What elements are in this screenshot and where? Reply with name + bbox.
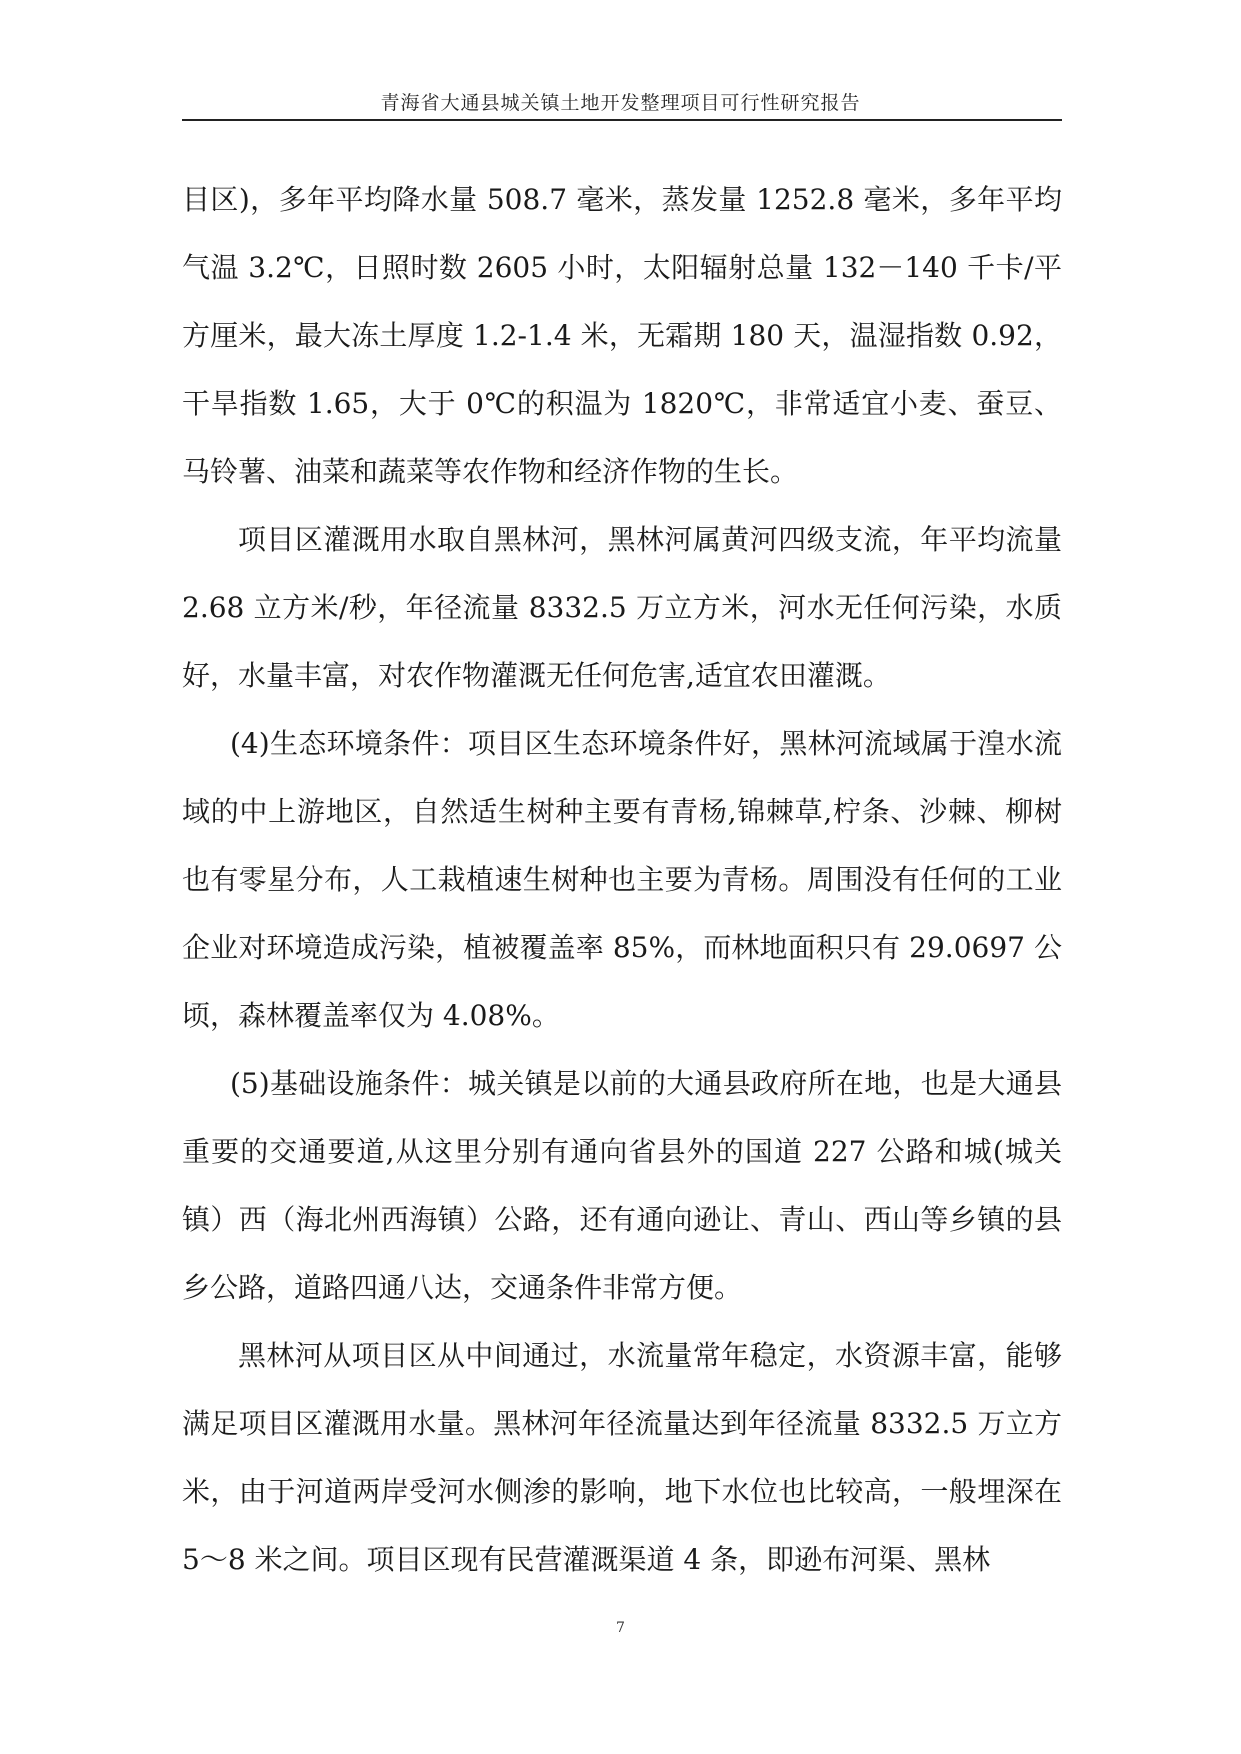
paragraph-climate: 目区)，多年平均降水量 508.7 毫米，蒸发量 1252.8 毫米，多年平均气温 3.2℃，日照时数 2605 小时，太阳辐射总量 132－140 千卡/平方厘米，最大冻土厚度 1.2-1.4 米，无霜期 180 天，温湿指数 0.92，干旱指数 1.65，大于 0℃的积温为 1820℃，非常适宜小麦、蚕豆、马铃薯、油菜和蔬菜等农作物和经济作物的生长。: [182, 183, 1062, 488]
paragraph-irrigation-water: 项目区灌溉用水取自黑林河，黑林河属黄河四级支流，年平均流量 2.68 立方米/秒，年径流量 8332.5 万立方米，河水无任何污染，水质好，水量丰富，对农作物灌溉无任何危害,适宜农田灌溉。: [182, 523, 1062, 692]
paragraph-infrastructure: (5)基础设施条件：城关镇是以前的大通县政府所在地，也是大通县重要的交通要道,从这里分别有通向省县外的国道 227 公路和城(城关镇）西（海北州西海镇）公路，还有通向逊让、青山、西山等乡镇的县乡公路，道路四通八达，交通条件非常方便。: [182, 1067, 1062, 1304]
header-rule: [182, 119, 1062, 121]
body-text: [182, 166, 1062, 1594]
running-header: 青海省大通县城关镇土地开发整理项目可行性研究报告: [380, 92, 861, 114]
paragraph-ecology: (4)生态环境条件：项目区生态环境条件好，黑林河流域属于湟水流域的中上游地区，自然适生树种主要有青杨,锦棘草,柠条、沙棘、柳树也有零星分布，人工栽植速生树种也主要为青杨。周围没有任何的工业企业对环境造成污染，植被覆盖率 85%，而林地面积只有 29.0697 公顷，森林覆盖率仅为 4.08%。: [182, 727, 1062, 1032]
page-number: 7: [616, 1620, 625, 1636]
paragraph-heilin-river: 黑林河从项目区从中间通过，水流量常年稳定，水资源丰富，能够满足项目区灌溉用水量。黑林河年径流量达到年径流量 8332.5 万立方米，由于河道两岸受河水侧渗的影响，地下水位也比较高，一般埋深在 5～8 米之间。项目区现有民营灌溉渠道 4 条，即逊布河渠、黑林: [182, 1339, 1062, 1576]
